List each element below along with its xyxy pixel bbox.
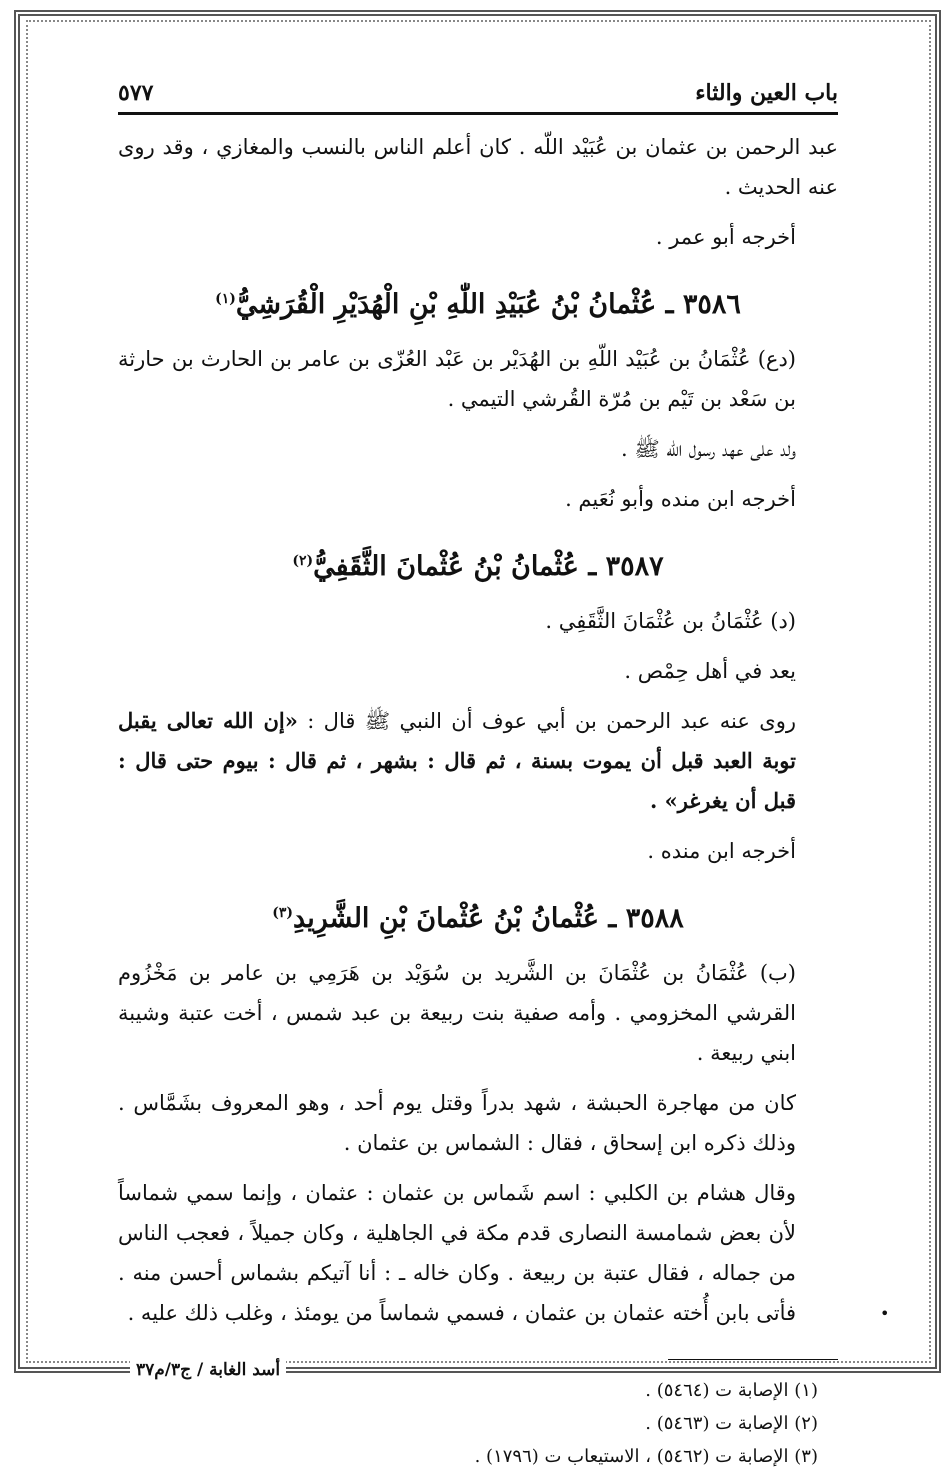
chapter-title: باب العين والثاء [695, 80, 838, 106]
entry-paragraph: (ب) عُثْمَانُ بن عُثْمَانَ بن الشَّريد بن سُوَيْد بن هَرَمِي بن عامر بن مَخْزُوم القرشي المخزومي . وأمه صفية بنت ربيعة بن عبد شمس ، أخت عتبة وشيبة ابني ربيعة . [118, 961, 796, 1065]
footnote-ref: (١) [215, 291, 236, 307]
footnote-ref: (٢) [292, 553, 314, 569]
entry-paragraph: ولد على عهد رسول الله ﷺ . [621, 437, 796, 461]
entry-title-text: ٣٥٨٦ ـ عُثْمانُ بْنُ عُبَيْدِ اللّٰهِ بْنِ الْهُدَيْرِ الْقُرَشِيُّ [235, 289, 741, 320]
entry-paragraph: وقال هشام بن الكلبي : اسم شَماس بن عثمان : عثمان ، وإنما سمي شماساً لأن بعض شمامسة النصارى قدم مكة في الجاهلية ، وكان جميلاً ، فعجب الناس من جماله ، فقال عتبة بن ربيعة . وكان خاله ـ : أنا آتيكم بشماس أحسن منه . فأتى بابن أُخته عثمان بن عثمان ، فسمي شماساً من يومئذ ، وغلب ذلك عليه . [118, 1181, 796, 1325]
footnote-1: (١) الإصابة ت (٥٤٦٤) . [645, 1380, 818, 1401]
running-header [118, 80, 838, 115]
page-number: ٥٧٧ [118, 80, 154, 106]
signature-label: أسد الغابة / ج٣/م٣٧ [130, 1360, 286, 1380]
intro-source: أخرجه أبو عمر . [655, 225, 796, 249]
entry-paragraph: كان من مهاجرة الحبشة ، شهد بدراً وقتل يوم أحد ، وهو المعروف بشَمَّاس . وذلك ذكره ابن إسحاق ، فقال : الشماس بن عثمان . [118, 1091, 796, 1155]
entry-title-3587 [118, 541, 838, 587]
entry-title-3586 [118, 279, 838, 325]
hadith-text: «إن الله تعالى يقبل توبة العبد قبل أن يموت بسنة ، ثم قال : بشهر ، ثم قال : بيوم حتى قال : قبل أن يغرغر» . [118, 708, 796, 813]
entry-title-3588 [118, 893, 838, 939]
entry-title-text: ٣٥٨٨ ـ عُثْمانُ بْنُ عُثْمانَ بْنِ الشَّرِيدِ [293, 903, 684, 934]
entry-paragraph: (د) عُثْمَانُ بن عُثْمَانَ الثَّقَفِي . [545, 609, 796, 633]
entry-paragraph: يعد في أهل حِمْص . [624, 659, 796, 683]
margin-dot: • [880, 1304, 890, 1323]
hadith-paragraph [118, 701, 838, 821]
entry-title-text: ٣٥٨٧ ـ عُثْمانُ بْنُ عُثْمانَ الثَّقَفِيُّ [313, 551, 664, 582]
intro-paragraph: عبد الرحمن بن عثمان بن عُبَيْد اللّه . كان أعلم الناس بالنسب والمغازي ، وقد روى عنه الحديث . [118, 135, 838, 199]
entry-source: أخرجه ابن منده وأبو نُعَيم . [565, 487, 796, 511]
page-content [118, 80, 838, 1473]
footnote-ref: (٣) [272, 905, 294, 921]
entry-source: أخرجه ابن منده . [647, 839, 796, 863]
hadith-intro: روى عنه عبد الرحمن بن أبي عوف أن النبي ﷺ قال : [297, 709, 797, 733]
footnote-2: (٢) الإصابة ت (٥٤٦٣) . [645, 1413, 818, 1434]
footnote-separator [668, 1359, 838, 1360]
footnote-3: (٣) الإصابة ت (٥٤٦٢) ، الاستيعاب ت (١٧٩٦) . [474, 1446, 818, 1467]
entry-paragraph: (دع) عُثْمَانُ بن عُبَيْد اللّهِ بن الهُدَيْر بن عَبْد العُزّى بن عامر بن الحارث بن حارثة بن سَعْد بن تَيْم بن مُرّة القُرشي التيمي . [118, 347, 796, 411]
